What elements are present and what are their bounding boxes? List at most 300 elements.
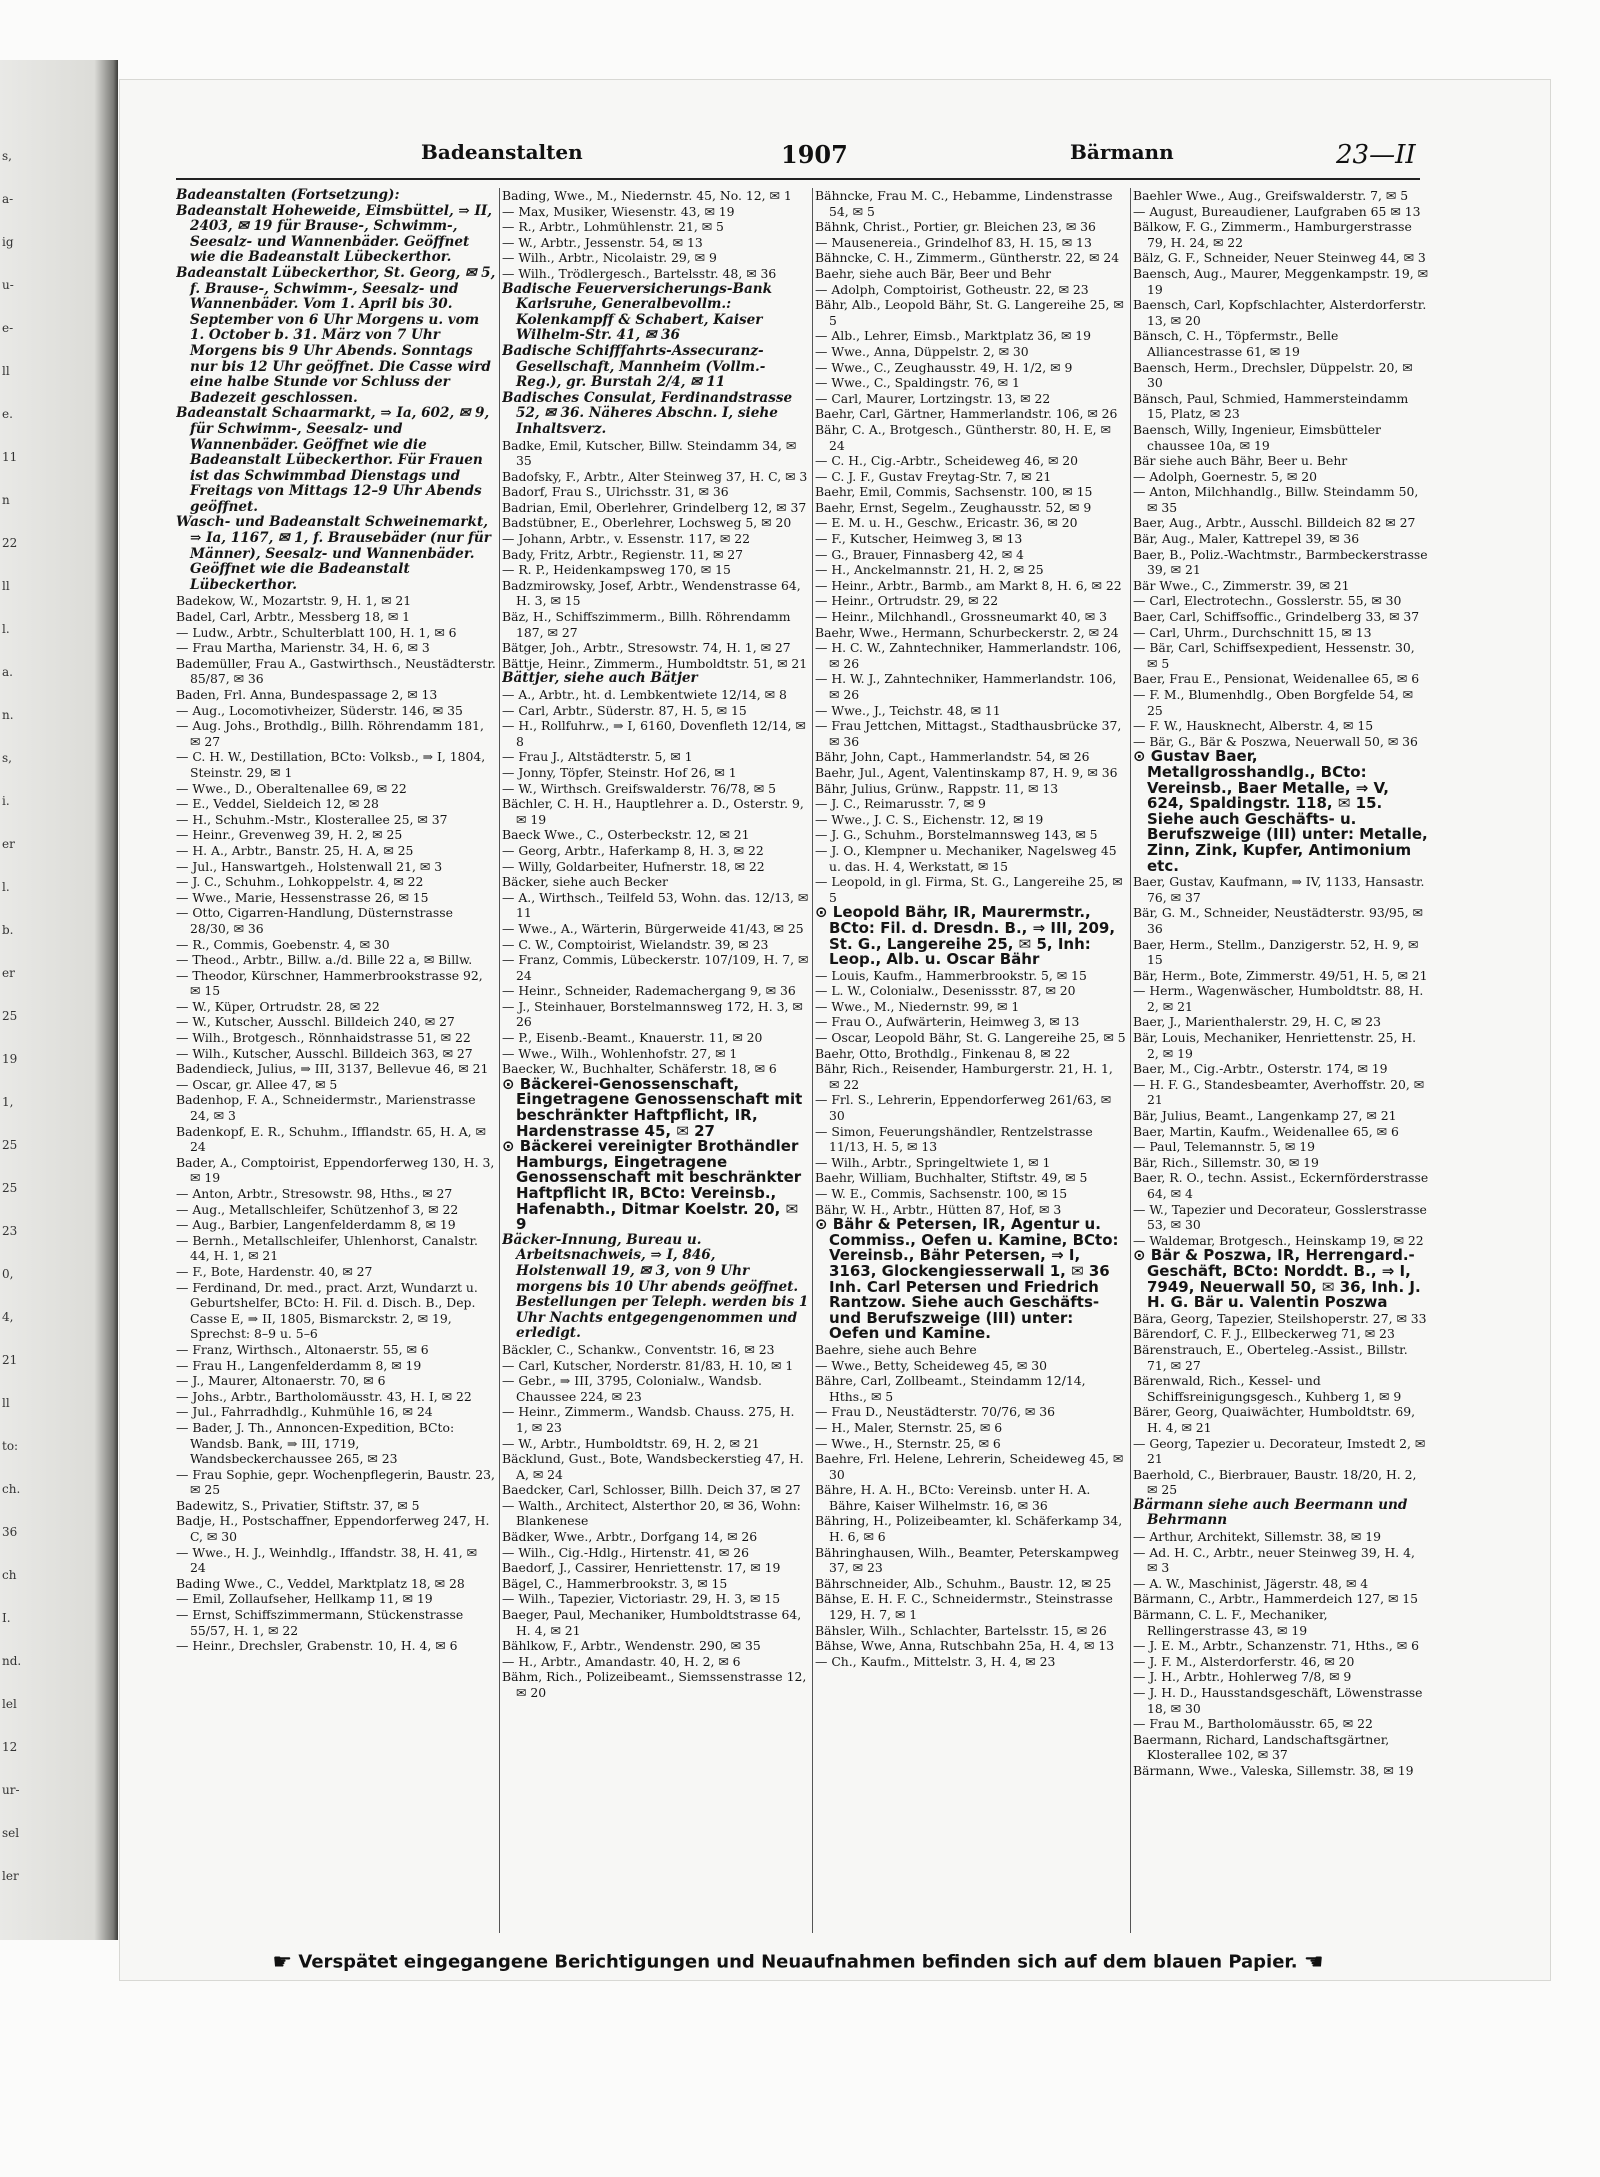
directory-entry: Bättje, Heinr., Zimmerm., Humboldtstr. 51, ✉ 21 xyxy=(502,655,808,671)
margin-fragment: 11 xyxy=(2,450,18,464)
directory-entry: Baer, B., Poliz.-Wachtmstr., Barmbeckerstrasse 39, ✉ 21 xyxy=(1133,546,1428,578)
directory-entry: Baehr, Wwe., Hermann, Schurbeckerstr. 2, ✉ 24 xyxy=(815,624,1119,640)
margin-fragment: a- xyxy=(2,192,14,206)
directory-entry: ⊙ Bär & Poszwa, IR, Herrengard.-Geschäft, BCto: Norddt. B., ⇒ I, 7949, Neuerwall 50, ✉ 36, Inh. J. H. G. Bär u. Valentin Poszwa xyxy=(1133,1246,1421,1312)
directory-entry: Baer, Carl, Schiffsoffic., Grindelberg 33, ✉ 37 xyxy=(1133,609,1420,625)
directory-entry: — Wwe., A., Wärterin, Bürgerweide 41/43, ✉ 25 xyxy=(502,920,804,936)
margin-fragment: b. xyxy=(2,923,14,937)
directory-entry: — Bär, G., Bär & Poszwa, Neuerwall 50, ✉ 36 xyxy=(1133,733,1418,749)
directory-entry: — H. A., Arbtr., Banstr. 25, H. A, ✉ 25 xyxy=(176,842,414,858)
directory-entry: ⊙ Leopold Bähr, IR, Maurermstr., BCto: Fil. d. Dresdn. B., ⇒ III, 209, St. G., Langereihe 25, ✉ 5, Inh: Leop., Alb. u. Oscar Bähr xyxy=(815,903,1116,969)
directory-entry: — C. H., Cig.-Arbtr., Scheideweg 46, ✉ 20 xyxy=(815,453,1079,469)
directory-entry: Wasch- und Badeanstalt Schweinemarkt, ⇒ Ia, 1167, ✉ 1, f. Brausebäder (nur für Männer), Seesalz- und Wannenbäder. Geöffnet wie die Badeanstalt Lübeckerthor. xyxy=(176,514,491,593)
directory-entry: — L. W., Colonialw., Desenissstr. 87, ✉ 20 xyxy=(815,983,1076,999)
margin-fragment: 12 xyxy=(2,1740,18,1754)
margin-fragment: 36 xyxy=(2,1525,18,1539)
directory-entry: — Bernh., Metallschleifer, Uhlenhorst, Canalstr. 44, H. 1, ✉ 21 xyxy=(176,1232,478,1264)
directory-entry: — R. P., Heidenkampsweg 170, ✉ 15 xyxy=(502,562,731,578)
directory-entry: — Jul., Hanswartgeh., Holstenwall 21, ✉ 3 xyxy=(176,858,443,874)
directory-entry: — Emil, Zollaufseher, Hellkamp 11, ✉ 19 xyxy=(176,1591,433,1607)
directory-entry: — Wwe., Anna, Düppelstr. 2, ✉ 30 xyxy=(815,343,1029,359)
margin-fragment: ch xyxy=(2,1568,17,1582)
directory-entry: Bademüller, Frau A., Gastwirthsch., Neustädterstr. 85/87, ✉ 36 xyxy=(176,655,496,687)
directory-entry: — Heinr., Drechsler, Grabenstr. 10, H. 4, ✉ 6 xyxy=(176,1638,458,1654)
directory-entry: Bähring, H., Polizeibeamter, kl. Schäferkamp 34, H. 6, ✉ 6 xyxy=(815,1513,1123,1545)
directory-entry: Bäckler, C., Schankw., Conventstr. 16, ✉ 23 xyxy=(502,1341,775,1357)
directory-entry: — Oscar, Leopold Bähr, St. G. Langereihe 25, ✉ 5 xyxy=(815,1030,1126,1046)
directory-entry: — C. H. W., Destillation, BCto: Volksb., ⇒ I, 1804, Steinstr. 29, ✉ 1 xyxy=(176,749,486,780)
directory-entry: — Wwe., Marie, Hessenstrasse 26, ✉ 15 xyxy=(176,889,429,905)
directory-entry: Badendieck, Julius, ⇒ III, 3137, Bellevue 46, ✉ 21 xyxy=(176,1061,489,1077)
margin-fragment: 1, xyxy=(2,1095,14,1109)
directory-entry: Bähncke, C. H., Zimmerm., Güntherstr. 22, ✉ 24 xyxy=(815,250,1120,266)
directory-entry: — Waldemar, Brotgesch., Heinskamp 19, ✉ 22 xyxy=(1133,1232,1424,1248)
directory-entry: Bäcker-Innung, Bureau u. Arbeitsnachweis, ⇒ I, 846, Holstenwall 19, ✉ 3, von 9 Uhr morgens bis 10 Uhr abends geöffnet. Bestellungen per Teleph. werden bis 1 Uhr Nachts entgegengenommen und erledigt. xyxy=(502,1231,809,1342)
directory-entry: — J. E. M., Arbtr., Schanzenstr. 71, Hths., ✉ 6 xyxy=(1133,1638,1419,1654)
directory-entry: Bähsler, Wilh., Schlachter, Bartelsstr. 15, ✉ 26 xyxy=(815,1622,1107,1638)
pointing-hand-icon: ☛ xyxy=(272,1950,293,1975)
directory-entry: — H. F. G., Standesbeamter, Averhoffstr. 20, ✉ 21 xyxy=(1133,1076,1425,1108)
directory-entry: Baehr, William, Buchhalter, Stiftstr. 49, ✉ 5 xyxy=(815,1170,1088,1186)
directory-entry: — Franz, Wirthsch., Altonaerstr. 55, ✉ 6 xyxy=(176,1341,429,1357)
directory-entry: — H. C. W., Zahntechniker, Hammerlandstr. 106, ✉ 26 xyxy=(815,640,1122,671)
directory-entry: — F. W., Hausknecht, Alberstr. 4, ✉ 15 xyxy=(1133,718,1374,734)
directory-entry: — Oscar, gr. Allee 47, ✉ 5 xyxy=(176,1076,338,1092)
header-last-entry: Bärmann xyxy=(1070,140,1174,164)
directory-entry: — W., Arbtr., Jessenstr. 54, ✉ 13 xyxy=(502,234,703,250)
directory-entry: — Johs., Arbtr., Bartholomäusstr. 43, H. I, ✉ 22 xyxy=(176,1388,472,1404)
margin-fragment: i. xyxy=(2,794,10,808)
directory-entry: Bänsch, C. H., Töpfermstr., Belle Alliancestrasse 61, ✉ 19 xyxy=(1133,328,1339,359)
directory-entry: Bähr, C. A., Brotgesch., Güntherstr. 80, H. E, ✉ 24 xyxy=(815,421,1111,453)
directory-entry: — Louis, Kaufm., Hammerbrookstr. 5, ✉ 15 xyxy=(815,967,1087,983)
directory-entry: — Wwe., J., Teichstr. 48, ✉ 11 xyxy=(815,702,1001,718)
directory-entry: ⊙ Bäckerei-Genossenschaft, Eingetragene Genossenschaft mit beschränkter Haftpflicht, IR, Hardenstrasse 45, ✉ 27 xyxy=(502,1074,803,1140)
column-divider xyxy=(1130,188,1131,1933)
directory-entry: — Herm., Wagenwäscher, Humboldtstr. 88, H. 2, ✉ 21 xyxy=(1133,983,1424,1014)
directory-entry: — Wilh., Cig.-Hdlg., Hirtenstr. 41, ✉ 26 xyxy=(502,1544,750,1560)
directory-entry: — Wilh., Tapezier, Victoriastr. 29, H. 3, ✉ 15 xyxy=(502,1591,781,1607)
directory-entry: — Carl, Uhrm., Durchschnitt 15, ✉ 13 xyxy=(1133,624,1372,640)
directory-entry: — Wilh., Arbtr., Nicolaistr. 29, ✉ 9 xyxy=(502,250,717,266)
directory-entry: Baehr, siehe auch Bär, Beer und Behr xyxy=(815,265,1052,281)
margin-fragment: I. xyxy=(2,1611,11,1625)
directory-entry: — H., Anckelmannstr. 21, H. 2, ✉ 25 xyxy=(815,562,1044,578)
directory-entry: Bähringhausen, Wilh., Beamter, Peterskampweg 37, ✉ 23 xyxy=(815,1544,1119,1576)
directory-entry: — E. M. u. H., Geschw., Ericastr. 36, ✉ 20 xyxy=(815,515,1078,531)
directory-entry: — Frau Sophie, gepr. Wochenpflegerin, Baustr. 23, ✉ 25 xyxy=(176,1466,495,1498)
directory-entry: Bäz, H., Schiffszimmerm., Billh. Röhrendamm 187, ✉ 27 xyxy=(502,609,791,640)
directory-entry: Baehr, Emil, Commis, Sachsenstr. 100, ✉ 15 xyxy=(815,484,1093,500)
directory-entry: — Jul., Fahrradhdlg., Kuhmühle 16, ✉ 24 xyxy=(176,1404,433,1420)
page-footer-notice xyxy=(176,1950,1420,1982)
directory-entry: — J. F. M., Alsterdorferstr. 46, ✉ 20 xyxy=(1133,1653,1355,1669)
directory-entry: Badeanstalten (Fortsetzung): xyxy=(176,188,400,203)
margin-fragment: er xyxy=(2,837,15,851)
header-section-title: Badeanstalten xyxy=(421,140,583,164)
margin-fragment: nd. xyxy=(2,1654,22,1668)
header-year: 1907 xyxy=(781,140,848,169)
directory-entry: — H., Rollfuhrw., ⇒ I, 6160, Dovenfleth 12/14, ✉ 8 xyxy=(502,718,806,749)
directory-entry: — J. G., Schuhm., Borstelmannsweg 143, ✉ 5 xyxy=(815,827,1098,843)
directory-entry: — G., Brauer, Finnasberg 42, ✉ 4 xyxy=(815,546,1024,562)
margin-fragment: e. xyxy=(2,407,13,421)
header-page-number: 23—II xyxy=(1336,140,1416,170)
directory-entry: Bäcklund, Gust., Bote, Wandsbeckerstieg 47, H. A, ✉ 24 xyxy=(502,1451,804,1482)
directory-entry: Baensch, Carl, Kopfschlachter, Alsterdorferstr. 13, ✉ 20 xyxy=(1133,297,1427,328)
directory-column-4 xyxy=(1133,188,1429,1933)
directory-entry: Badisches Consulat, Ferdinandstrasse 52, ✉ 36. Näheres Abschn. I, siehe Inhaltsverz. xyxy=(502,389,793,437)
directory-entry: Baden, Frl. Anna, Bundespassage 2, ✉ 13 xyxy=(176,687,438,702)
directory-entry: Bähse, E. H. F. C., Schneidermstr., Steinstrasse 129, H. 7, ✉ 1 xyxy=(815,1591,1113,1623)
directory-entry: — Georg, Tapezier u. Decorateur, Imstedt 2, ✉ 21 xyxy=(1133,1435,1426,1467)
directory-entry: Bähse, Wwe, Anna, Rutschbahn 25a, H. 4, ✉ 13 xyxy=(815,1638,1115,1654)
directory-entry: — Leopold, in gl. Firma, St. G., Langereihe 25, ✉ 5 xyxy=(815,874,1123,905)
directory-entry: Bähr, John, Capt., Hammerlandstr. 54, ✉ 26 xyxy=(815,749,1090,765)
directory-entry: — Anton, Milchhandlg., Billw. Steindamm 50, ✉ 35 xyxy=(1133,484,1419,515)
margin-fragment: 25 xyxy=(2,1138,18,1152)
directory-entry: Bädker, Wwe., Arbtr., Dorfgang 14, ✉ 26 xyxy=(502,1529,758,1545)
directory-entry: — Jonny, Töpfer, Steinstr. Hof 26, ✉ 1 xyxy=(502,764,737,780)
directory-entry: — P., Eisenb.-Beamt., Knauerstr. 11, ✉ 20 xyxy=(502,1030,763,1046)
directory-entry: — August, Bureaudiener, Laufgraben 65 ✉ 13 xyxy=(1133,203,1421,219)
directory-entry: Bählkow, F., Arbtr., Wendenstr. 290, ✉ 35 xyxy=(502,1638,761,1654)
directory-entry: — J. C., Schuhm., Lohkoppelstr. 4, ✉ 22 xyxy=(176,874,424,890)
directory-entry: — C. J. F., Gustav Freytag-Str. 7, ✉ 21 xyxy=(815,468,1052,484)
directory-entry: — E., Veddel, Sieldeich 12, ✉ 28 xyxy=(176,796,379,812)
directory-entry: Bähm, Rich., Polizeibeamt., Siemssenstrasse 12, ✉ 20 xyxy=(502,1669,807,1700)
margin-fragment: s, xyxy=(2,751,12,765)
directory-entry: — Ad. H. C., Arbtr., neuer Steinweg 39, H. 4, ✉ 3 xyxy=(1133,1544,1415,1576)
directory-entry: Bähre, Carl, Zollbeamt., Steindamm 12/14, Hths., ✉ 5 xyxy=(815,1373,1086,1404)
directory-entry: — Frau Martha, Marienstr. 34, H. 6, ✉ 3 xyxy=(176,640,430,656)
directory-entry: — Adolph, Comptoirist, Gotheustr. 22, ✉ 23 xyxy=(815,281,1089,297)
directory-entry: — Wwe., M., Niedernstr. 99, ✉ 1 xyxy=(815,998,1020,1014)
directory-entry: Bährschneider, Alb., Schuhm., Baustr. 12, ✉ 25 xyxy=(815,1575,1112,1591)
margin-fragment: ur- xyxy=(2,1783,20,1797)
directory-entry: — W., Küper, Ortrudstr. 28, ✉ 22 xyxy=(176,998,380,1014)
directory-entry: Badekow, W., Mozartstr. 9, H. 1, ✉ 21 xyxy=(176,593,412,609)
directory-entry: ⊙ Bäckerei vereinigter Brothändler Hamburgs, Eingetragene Genossenschaft mit beschränkter Haftpflicht IR, BCto: Vereinsb., Hafenabth., Ditmar Koelstr. 20, ✉ 9 xyxy=(502,1137,802,1234)
directory-entry: — Otto, Cigarren-Handlung, Düsternstrasse 28/30, ✉ 36 xyxy=(176,905,453,936)
margin-fragment: to: xyxy=(2,1439,19,1453)
directory-entry: — Ernst, Schiffszimmermann, Stückenstrasse 55/57, H. 1, ✉ 22 xyxy=(176,1607,464,1638)
directory-entry: — Heinr., Zimmerm., Wandsb. Chauss. 275, H. 1, ✉ 23 xyxy=(502,1404,795,1435)
directory-entry: — J. O., Klempner u. Mechaniker, Nagelsweg 45 u. das. H. 4, Werkstatt, ✉ 15 xyxy=(815,842,1117,874)
directory-entry: — Theodor, Kürschner, Hammerbrookstrasse 92, ✉ 15 xyxy=(176,967,483,999)
directory-entry: Baer, M., Cig.-Arbtr., Osterstr. 174, ✉ 19 xyxy=(1133,1061,1388,1077)
margin-fragment: 22 xyxy=(2,536,18,550)
directory-entry: Bärenstrauch, E., Oberteleg.-Assist., Billstr. 71, ✉ 27 xyxy=(1133,1341,1408,1373)
directory-entry: Baehre, siehe auch Behre xyxy=(815,1341,977,1357)
directory-entry: — W. E., Commis, Sachsenstr. 100, ✉ 15 xyxy=(815,1186,1068,1201)
margin-fragment: a. xyxy=(2,665,13,679)
directory-entry: Baehler Wwe., Aug., Greifswalderstr. 7, ✉ 5 xyxy=(1133,188,1409,203)
directory-entry: — Aug., Locomotivheizer, Süderstr. 146, ✉ 35 xyxy=(176,702,463,718)
directory-entry: Baensch, Willy, Ingenieur, Eimsbütteler chaussee 10a, ✉ 19 xyxy=(1133,421,1381,453)
directory-entry: — J., Maurer, Altonaerstr. 70, ✉ 6 xyxy=(176,1373,386,1389)
directory-entry: Bätger, Joh., Arbtr., Stresowstr. 74, H. 1, ✉ 27 xyxy=(502,640,791,656)
directory-entry: — F. M., Blumenhdlg., Oben Borgfelde 54, ✉ 25 xyxy=(1133,687,1413,718)
directory-entry: — Wwe., Wilh., Wohlenhofstr. 27, ✉ 1 xyxy=(502,1045,738,1061)
directory-entry: Bär, Julius, Beamt., Langenkamp 27, ✉ 21 xyxy=(1133,1108,1397,1124)
directory-entry: — Wwe., C., Spaldingstr. 76, ✉ 1 xyxy=(815,375,1020,391)
directory-entry: — H., Maler, Sternstr. 25, ✉ 6 xyxy=(815,1419,1003,1435)
directory-entry: — Willy, Goldarbeiter, Hufnerstr. 18, ✉ 22 xyxy=(502,858,765,874)
margin-fragment: 4, xyxy=(2,1310,14,1324)
directory-entry: Baer, Aug., Arbtr., Ausschl. Billdeich 82 ✉ 27 xyxy=(1133,515,1416,531)
directory-entry: Bägel, C., Hammerbrookstr. 3, ✉ 15 xyxy=(502,1575,728,1591)
directory-entry: — Wwe., J. C. S., Eichenstr. 12, ✉ 19 xyxy=(815,811,1044,827)
directory-entry: — Bär, Carl, Schiffsexpedient, Hessenstr. 30, ✉ 5 xyxy=(1133,640,1415,671)
directory-entry: Baeger, Paul, Mechaniker, Humboldtstrasse 64, H. 4, ✉ 21 xyxy=(502,1607,802,1638)
directory-entry: Bärmann, Wwe., Valeska, Sillemstr. 38, ✉ 19 xyxy=(1133,1762,1414,1778)
directory-entry: — Frau Jettchen, Mittagst., Stadthausbrücke 37, ✉ 36 xyxy=(815,718,1122,749)
directory-entry: — Gebr., ⇒ III, 3795, Colonialw., Wandsb. Chaussee 224, ✉ 23 xyxy=(502,1373,762,1404)
margin-fragment: u- xyxy=(2,278,14,292)
directory-entry: — A., Arbtr., ht. d. Lembkentwiete 12/14, ✉ 8 xyxy=(502,687,787,702)
directory-entry: — W., Arbtr., Humboldtstr. 69, H. 2, ✉ 21 xyxy=(502,1435,760,1451)
directory-entry: Baedorf, J., Cassirer, Henriettenstr. 17, ✉ 19 xyxy=(502,1560,781,1576)
directory-entry: — Wilh., Kutscher, Ausschl. Billdeich 363, ✉ 27 xyxy=(176,1045,473,1061)
directory-column-1 xyxy=(176,188,496,1933)
header-rule xyxy=(176,178,1420,180)
directory-entry: Bärenwald, Rich., Kessel- und Schiffsreinigungsgesch., Kuhberg 1, ✉ 9 xyxy=(1133,1373,1402,1404)
directory-entry: — R., Commis, Goebenstr. 4, ✉ 30 xyxy=(176,936,390,952)
directory-entry: Badel, Carl, Arbtr., Messberg 18, ✉ 1 xyxy=(176,609,411,625)
directory-entry: — Wwe., Betty, Scheideweg 45, ✉ 30 xyxy=(815,1357,1047,1373)
margin-fragment: 0, xyxy=(2,1267,14,1281)
directory-entry: Baermann, Richard, Landschaftsgärtner, Klosterallee 102, ✉ 37 xyxy=(1133,1731,1390,1763)
directory-entry: Badeanstalt Schaarmarkt, ⇒ Ia, 602, ✉ 9, für Schwimm-, Seesalz- und Wannenbäder. Geöffnet wie die Badeanstalt Lübeckerthor. Für Frauen ist das Schwimmbad Dienstags und Freitags von Mittags 12–9 Uhr Abends geöffnet. xyxy=(176,405,490,515)
directory-entry: Baensch, Aug., Maurer, Meggenkampstr. 19, ✉ 19 xyxy=(1133,265,1428,297)
directory-entry: Badische Feuerversicherungs-Bank Karlsruhe, Generalbevollm.: Kolenkampff & Schabert, Kaiser Wilhelm-Str. 41, ✉ 36 xyxy=(502,280,773,344)
directory-entry: — Adolph, Goernestr. 5, ✉ 20 xyxy=(1133,468,1317,484)
directory-entry: Bättjer, siehe auch Bätjer xyxy=(502,670,698,687)
directory-entry: — Carl, Electrotechn., Gosslerstr. 55, ✉ 30 xyxy=(1133,593,1402,609)
margin-fragment: ler xyxy=(2,1869,19,1883)
directory-entry: Bärmann siehe auch Beermann und Behrmann xyxy=(1133,1496,1408,1529)
directory-entry: — Heinr., Grevenweg 39, H. 2, ✉ 25 xyxy=(176,827,403,843)
directory-entry: Bär, G. M., Schneider, Neustädterstr. 93/95, ✉ 36 xyxy=(1133,905,1423,936)
directory-entry: Badeanstalt Lübeckerthor, St. Georg, ✉ 5, f. Brause-, Schwimm-, Seesalz- und Wannenbäder. Vom 1. April bis 30. September von 6 Uhr Morgens u. vom 1. October b. 31. März von 7 Uhr Morgens bis 9 Uhr Abends. Sonntags nur bis 12 Uhr geöffnet. Die Casse wird eine halbe Stunde vor Schluss der Badezeit geschlossen. xyxy=(176,264,496,406)
directory-entry: — Heinr., Schneider, Rademachergang 9, ✉ 36 xyxy=(502,983,796,999)
directory-entry: — Wwe., H. J., Weinhdlg., Iffandstr. 38, H. 41, ✉ 24 xyxy=(176,1544,478,1576)
column-divider xyxy=(499,188,500,1933)
directory-entry: — J. C., Reimarusstr. 7, ✉ 9 xyxy=(815,796,986,812)
margin-fragment: sel xyxy=(2,1826,20,1840)
directory-entry: — H. W. J., Zahntechniker, Hammerlandstr. 106, ✉ 26 xyxy=(815,671,1117,702)
directory-entry: ⊙ Gustav Baer, Metallgrosshandlg., BCto: Vereinsb., Baer Metalle, ⇒ V, 624, Spaldingstr. 118, ✉ 15. Siehe auch Geschäfts- u. Berufszweige (III) unter: Metalle, Zinn, Zink, Kupfer, Antimonium etc. xyxy=(1133,747,1428,875)
directory-entry: — Wilh., Brotgesch., Rönnhaidstrasse 51, ✉ 22 xyxy=(176,1030,471,1046)
directory-entry: Bär, Louis, Mechaniker, Henriettenstr. 25, H. 2, ✉ 19 xyxy=(1133,1030,1417,1061)
margin-fragment: lel xyxy=(2,1697,17,1711)
directory-entry: — A., Wirthsch., Teilfeld 53, Wohn. das. 12/13, ✉ 11 xyxy=(502,889,809,921)
directory-entry: Bading, Wwe., M., Niedernstr. 45, No. 12, ✉ 1 xyxy=(502,188,792,203)
directory-entry: — C. W., Comptoirist, Wielandstr. 39, ✉ 23 xyxy=(502,936,769,952)
directory-entry: Baehre, Frl. Helene, Lehrerin, Scheideweg 45, ✉ 30 xyxy=(815,1451,1124,1482)
directory-column-3 xyxy=(815,188,1126,1933)
directory-entry: — Wilh., Arbtr., Springeltwiete 1, ✉ 1 xyxy=(815,1154,1051,1170)
directory-entry: Badewitz, S., Privatier, Stiftstr. 37, ✉ 5 xyxy=(176,1497,420,1513)
margin-fragment: 25 xyxy=(2,1181,18,1195)
directory-entry: — Ferdinand, Dr. med., pract. Arzt, Wundarzt u. Geburtshelfer, BCto: H. Fil. d. Disch. B., Dep. Casse E, ⇒ II, 1805, Bismarckstr. 2, ✉ 19, Sprechst: 8–9 u. 5–6 xyxy=(176,1279,478,1342)
directory-entry: — Aug. Johs., Brothdlg., Billh. Röhrendamm 181, ✉ 27 xyxy=(176,718,484,749)
directory-entry: — R., Arbtr., Lohmühlenstr. 21, ✉ 5 xyxy=(502,219,724,235)
directory-entry: Bäcker, siehe auch Becker xyxy=(502,874,668,890)
directory-entry: — Frau H., Langenfelderdamm 8, ✉ 19 xyxy=(176,1357,422,1373)
directory-entry: — Paul, Telemannstr. 5, ✉ 19 xyxy=(1133,1139,1315,1155)
directory-entry: — Frau M., Bartholomäusstr. 65, ✉ 22 xyxy=(1133,1716,1373,1732)
margin-fragment: 19 xyxy=(2,1052,18,1066)
directory-entry: Bady, Fritz, Arbtr., Regienstr. 11, ✉ 27 xyxy=(502,546,744,562)
directory-entry: Bälz, G. F., Schneider, Neuer Steinweg 44, ✉ 3 xyxy=(1133,250,1426,266)
directory-entry: Bähr, Julius, Grünw., Rappstr. 11, ✉ 13 xyxy=(815,780,1059,796)
directory-entry: — Carl, Maurer, Lortzingstr. 13, ✉ 22 xyxy=(815,390,1051,406)
directory-entry: Badenhop, F. A., Schneidermstr., Marienstrasse 24, ✉ 3 xyxy=(176,1092,476,1124)
directory-entry: — Heinr., Milchhandl., Grossneumarkt 40, ✉ 3 xyxy=(815,609,1108,625)
directory-entry: Badenkopf, E. R., Schuhm., Ifflandstr. 65, H. A, ✉ 24 xyxy=(176,1123,486,1155)
margin-fragment: l. xyxy=(2,622,10,636)
directory-entry: Baer, R. O., techn. Assist., Eckernförderstrasse 64, ✉ 4 xyxy=(1133,1170,1429,1201)
margin-fragment: n xyxy=(2,493,10,507)
directory-entry: — Heinr., Ortrudstr. 29, ✉ 22 xyxy=(815,593,999,609)
directory-entry: Badofsky, F., Arbtr., Alter Steinweg 37, H. C, ✉ 3 xyxy=(502,468,808,484)
directory-entry: Bär Wwe., C., Zimmerstr. 39, ✉ 21 xyxy=(1133,577,1350,593)
directory-entry: — W., Tapezier und Decorateur, Gosslerstrasse 53, ✉ 30 xyxy=(1133,1201,1427,1233)
directory-entry: — Franz, Commis, Lübeckerstr. 107/109, H. 7, ✉ 24 xyxy=(502,952,809,983)
directory-entry: Badje, H., Postschaffner, Eppendorferweg 247, H. C, ✉ 30 xyxy=(176,1513,490,1545)
directory-entry: — Wwe., H., Sternstr. 25, ✉ 6 xyxy=(815,1435,1001,1451)
directory-entry: Baer, Gustav, Kaufmann, ⇒ IV, 1133, Hansastr. 76, ✉ 37 xyxy=(1133,874,1425,905)
pointing-hand-icon: ☚ xyxy=(1303,1950,1324,1975)
directory-entry: Bähr, W. H., Arbtr., Hütten 87, Hof, ✉ 3 xyxy=(815,1201,1062,1217)
directory-entry: — H., Arbtr., Amandastr. 40, H. 2, ✉ 6 xyxy=(502,1653,741,1669)
directory-entry: Baedcker, Carl, Schlosser, Billh. Deich 37, ✉ 27 xyxy=(502,1482,801,1498)
margin-fragment: s, xyxy=(2,149,12,163)
directory-entry: — Ludw., Arbtr., Schulterblatt 100, H. 1, ✉ 6 xyxy=(176,624,457,640)
column-divider xyxy=(812,188,813,1933)
directory-entry: Bähre, H. A. H., BCto: Vereinsb. unter H. A. Bähre, Kaiser Wilhelmstr. 16, ✉ 36 xyxy=(815,1482,1091,1513)
directory-entry: — Anton, Arbtr., Stresowstr. 98, Hths., ✉ 27 xyxy=(176,1186,453,1201)
margin-fragment: er xyxy=(2,966,15,980)
directory-entry: Bading Wwe., C., Veddel, Marktplatz 18, ✉ 28 xyxy=(176,1575,465,1591)
directory-entry: Baensch, Herm., Drechsler, Düppelstr. 20, ✉ 30 xyxy=(1133,359,1413,391)
directory-entry: Bärmann, C., Arbtr., Hammerdeich 127, ✉ 15 xyxy=(1133,1591,1419,1607)
directory-entry: Bär, Herm., Bote, Zimmerstr. 49/51, H. 5, ✉ 21 xyxy=(1133,967,1428,983)
directory-entry: — Ch., Kaufm., Mittelstr. 3, H. 4, ✉ 23 xyxy=(815,1653,1056,1669)
directory-entry: Baer, Frau E., Pensionat, Weidenallee 65, ✉ 6 xyxy=(1133,671,1420,687)
margin-fragment: 21 xyxy=(2,1353,18,1367)
directory-entry: Badke, Emil, Kutscher, Billw. Steindamm 34, ✉ 35 xyxy=(502,437,797,469)
directory-entry: Baecker, W., Buchhalter, Schäferstr. 18, ✉ 6 xyxy=(502,1061,777,1077)
directory-entry: — J., Steinhauer, Borstelmannsweg 172, H. 3, ✉ 26 xyxy=(502,998,803,1030)
directory-entry: — Wwe., D., Oberaltenallee 69, ✉ 22 xyxy=(176,780,407,796)
directory-entry: Baer, J., Marienthalerstr. 29, H. C, ✉ 23 xyxy=(1133,1014,1382,1030)
directory-entry: Baehr, Carl, Gärtner, Hammerlandstr. 106, ✉ 26 xyxy=(815,406,1118,422)
directory-entry: Bächler, C. H. H., Hauptlehrer a. D., Osterstr. 9, ✉ 19 xyxy=(502,796,804,827)
margin-fragment: 25 xyxy=(2,1009,18,1023)
margin-fragment: n. xyxy=(2,708,14,722)
directory-entry: — Carl, Kutscher, Norderstr. 81/83, H. 10, ✉ 1 xyxy=(502,1357,794,1373)
directory-entry: — Bader, J. Th., Annoncen-Expedition, BCto: Wandsb. Bank, ⇒ III, 1719, Wandsbeckerchaussee 265, ✉ 23 xyxy=(176,1419,455,1467)
directory-entry: Badzmirowsky, Josef, Arbtr., Wendenstrasse 64, H. 3, ✉ 15 xyxy=(502,577,801,609)
directory-entry: Badstübner, E., Oberlehrer, Lochsweg 5, ✉ 20 xyxy=(502,515,792,531)
directory-entry: — Georg, Arbtr., Haferkamp 8, H. 3, ✉ 22 xyxy=(502,842,764,858)
margin-fragment: ll xyxy=(2,579,10,593)
margin-fragment: ch. xyxy=(2,1482,21,1496)
directory-entry: Baehr, Otto, Brothdlg., Finkenau 8, ✉ 22 xyxy=(815,1045,1071,1061)
directory-entry: — Carl, Arbtr., Süderstr. 87, H. 5, ✉ 15 xyxy=(502,702,747,718)
directory-entry: Bähr, Alb., Leopold Bähr, St. G. Langereihe 25, ✉ 5 xyxy=(815,297,1124,328)
directory-entry: Bähncke, Frau M. C., Hebamme, Lindenstrasse 54, ✉ 5 xyxy=(815,188,1113,219)
directory-entry: — F., Bote, Hardenstr. 40, ✉ 27 xyxy=(176,1263,373,1279)
directory-entry: Bära, Georg, Tapezier, Steilshoperstr. 27, ✉ 33 xyxy=(1133,1310,1427,1326)
directory-entry: — H., Schuhm.-Mstr., Klosterallee 25, ✉ 37 xyxy=(176,811,448,827)
directory-entry: Badeanstalt Hoheweide, Eimsbüttel, ⇒ II, 2403, ✉ 19 für Brause-, Schwimm-, Seesalz- und Wannenbäder. Geöffnet wie die Badeanstalt Lübeckerthor. xyxy=(176,202,492,266)
directory-entry: Bähr, Rich., Reisender, Hamburgerstr. 21, H. 1, ✉ 22 xyxy=(815,1061,1113,1092)
directory-entry: Bärendorf, C. F. J., Ellbeckerweg 71, ✉ 23 xyxy=(1133,1326,1395,1342)
directory-entry: — Heinr., Arbtr., Barmb., am Markt 8, H. 6, ✉ 22 xyxy=(815,577,1122,593)
directory-entry: Baeck Wwe., C., Osterbeckstr. 12, ✉ 21 xyxy=(502,827,750,843)
directory-entry: Baehr, Ernst, Segelm., Zeughausstr. 52, ✉ 9 xyxy=(815,499,1092,515)
margin-fragment: ll xyxy=(2,364,10,378)
directory-entry: Baer, Herm., Stellm., Danzigerstr. 52, H. 9, ✉ 15 xyxy=(1133,936,1419,968)
footer-text: Verspätet eingegangene Berichtigungen und Neuaufnahmen befinden sich auf dem blauen Papier. xyxy=(298,1951,1298,1973)
directory-entry: Bär, Aug., Maler, Kattrepel 39, ✉ 36 xyxy=(1133,531,1360,547)
directory-entry: — Frl. S., Lehrerin, Eppendorferweg 261/63, ✉ 30 xyxy=(815,1092,1112,1124)
directory-entry: — Theod., Arbtr., Billw. a./d. Bille 22 a, ✉ Billw. xyxy=(176,952,473,968)
directory-entry: — Max, Musiker, Wiesenstr. 43, ✉ 19 xyxy=(502,203,735,219)
directory-entry: — W., Kutscher, Ausschl. Billdeich 240, ✉ 27 xyxy=(176,1014,455,1030)
directory-entry: Bärmann, C. L. F., Mechaniker, Rellingerstrasse 43, ✉ 19 xyxy=(1133,1607,1328,1638)
directory-entry: — A. W., Maschinist, Jägerstr. 48, ✉ 4 xyxy=(1133,1575,1369,1591)
directory-entry: — Alb., Lehrer, Eimsb., Marktplatz 36, ✉ 19 xyxy=(815,328,1092,344)
directory-entry: Baehr, Jul., Agent, Valentinskamp 87, H. 9, ✉ 36 xyxy=(815,764,1118,780)
directory-entry: — Arthur, Architekt, Sillemstr. 38, ✉ 19 xyxy=(1133,1529,1381,1545)
directory-entry: Bader, A., Comptoirist, Eppendorferweg 130, H. 3, ✉ 19 xyxy=(176,1154,495,1186)
directory-entry: Badische Schifffahrts-Assecuranz-Gesellschaft, Mannheim (Vollm.-Reg.), gr. Burstah 2/4, ✉ 11 xyxy=(502,342,766,391)
directory-entry: — Wilh., Trödlergesch., Bartelsstr. 48, ✉ 36 xyxy=(502,265,777,281)
directory-entry: Badrian, Emil, Oberlehrer, Grindelberg 12, ✉ 37 xyxy=(502,499,807,515)
directory-entry: Baer, Martin, Kaufm., Weidenallee 65, ✉ 6 xyxy=(1133,1123,1399,1139)
directory-entry: Badorf, Frau S., Ulrichsstr. 31, ✉ 36 xyxy=(502,484,729,500)
margin-fragment: e- xyxy=(2,321,14,335)
directory-entry: — Wwe., C., Zeughausstr. 49, H. 1/2, ✉ 9 xyxy=(815,359,1073,375)
directory-entry: Bär, Rich., Sillemstr. 30, ✉ 19 xyxy=(1133,1154,1319,1170)
directory-entry: — J. H., Arbtr., Hohlerweg 7/8, ✉ 9 xyxy=(1133,1669,1352,1685)
directory-entry: — Mausenereia., Grindelhof 83, H. 15, ✉ 13 xyxy=(815,234,1092,250)
directory-column-2 xyxy=(502,188,809,1933)
directory-entry: — Aug., Barbier, Langenfelderdamm 8, ✉ 19 xyxy=(176,1217,456,1233)
margin-fragment: l. xyxy=(2,880,10,894)
margin-fragment: 23 xyxy=(2,1224,18,1238)
directory-entry: Bär siehe auch Bähr, Beer u. Behr xyxy=(1133,453,1348,469)
directory-entry: Bälkow, F. G., Zimmerm., Hamburgerstrasse 79, H. 24, ✉ 22 xyxy=(1133,219,1412,250)
directory-entry: — Frau J., Altstädterstr. 5, ✉ 1 xyxy=(502,749,693,765)
directory-entry: — Frau D., Neustädterstr. 70/76, ✉ 36 xyxy=(815,1404,1055,1420)
directory-entry: — Frau O., Aufwärterin, Heimweg 3, ✉ 13 xyxy=(815,1014,1080,1030)
directory-entry: — Aug., Metallschleifer, Schützenhof 3, ✉ 22 xyxy=(176,1201,459,1217)
directory-entry: — Johann, Arbtr., v. Essenstr. 117, ✉ 22 xyxy=(502,531,750,547)
directory-entry: — F., Kutscher, Heimweg 3, ✉ 13 xyxy=(815,531,1023,547)
margin-fragment: ig xyxy=(2,235,14,249)
directory-entry: — Simon, Feuerungshändler, Rentzelstrasse 11/13, H. 5, ✉ 13 xyxy=(815,1123,1093,1155)
directory-entry: — W., Wirthsch. Greifswalderstr. 76/78, ✉ 5 xyxy=(502,780,777,796)
directory-entry: — Walth., Architect, Alsterthor 20, ✉ 36, Wohn: Blankenese xyxy=(502,1497,801,1529)
directory-entry: ⊙ Bähr & Petersen, IR, Agentur u. Commiss., Oefen u. Kamine, BCto: Vereinsb., Bähr Petersen, ⇒ I, 3163, Glockengiesserwall 1, ✉ 36 Inh. Carl Petersen und Friedrich Rantzow. Siehe auch Geschäfts- und Berufszweige (III) unter: Oefen und Kamine. xyxy=(815,1215,1119,1343)
directory-entry: Baerhold, C., Bierbrauer, Baustr. 18/20, H. 2, ✉ 25 xyxy=(1133,1466,1417,1498)
